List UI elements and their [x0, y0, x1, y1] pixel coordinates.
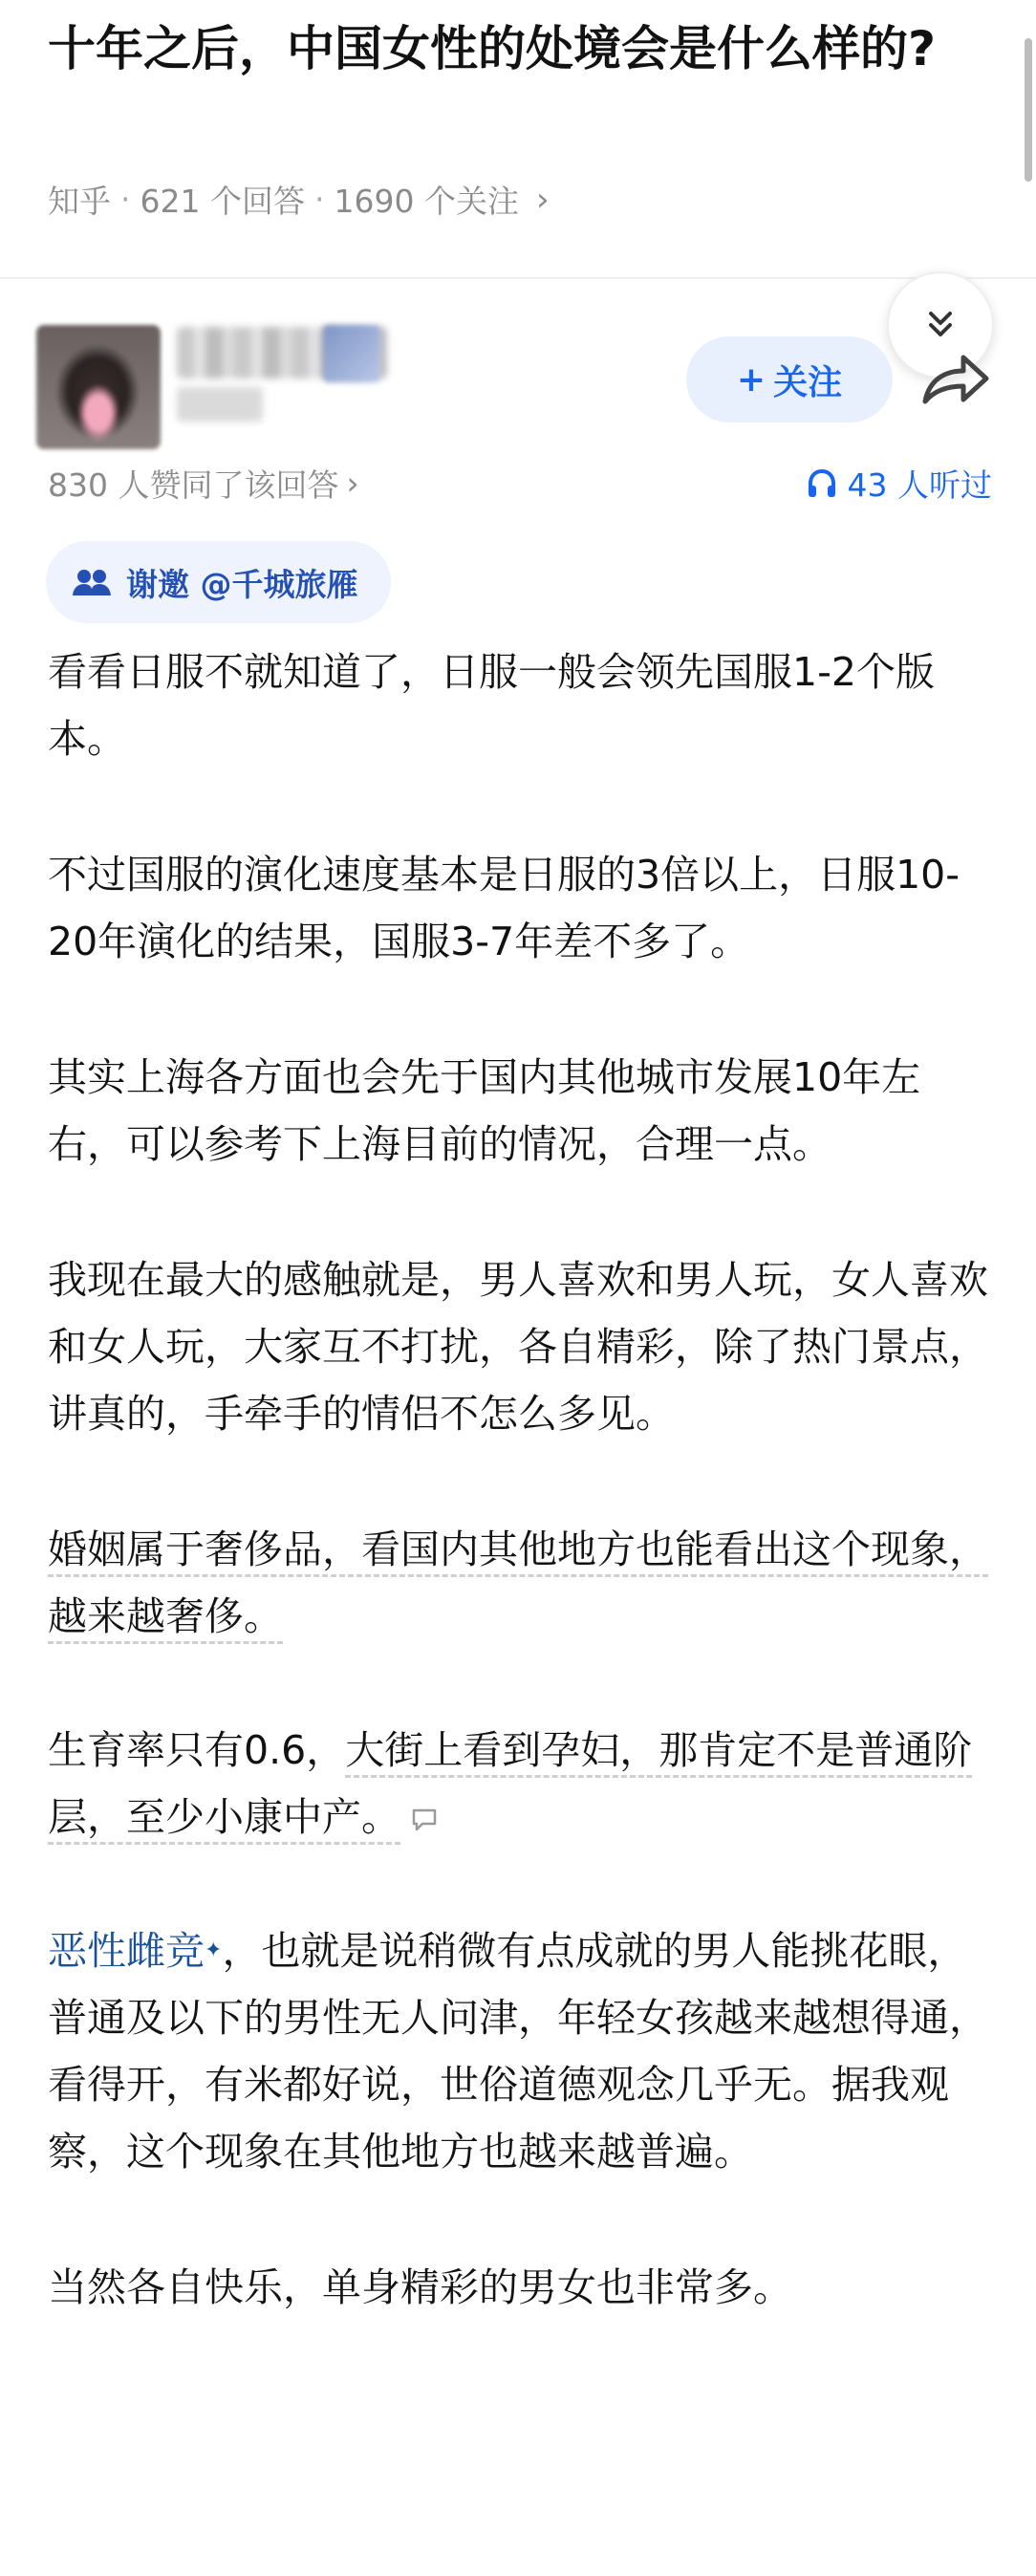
author-bio-blurred — [177, 387, 263, 422]
invite-icon — [71, 565, 113, 599]
paragraph — [48, 1717, 994, 1851]
paragraph: 看看日服不就知道了，日服一般会领先国服1-2个版本。 — [48, 649, 935, 762]
paragraph-text: ，也就是说稍微有点成就的男人能挑花眼，普通及以下的男性无人问津，年轻女孩越来越想得通，看得开，有米都好说，世俗道德观念几乎无。据我观察，这个现象在其他地方也越来越普遍。 — [48, 1928, 988, 2175]
paragraph-text: 生育率只有0.6， — [48, 1727, 346, 1773]
paragraph — [48, 1917, 994, 2185]
chevron-right-icon: › — [346, 465, 359, 502]
meta-separator: · — [120, 181, 131, 218]
headphones-icon — [806, 467, 838, 500]
paragraph: 不过国服的演化速度基本是日服的3倍以上，日服10-20年演化的结果，国服3-7年差不多了。 — [48, 852, 960, 964]
search-link[interactable]: 恶性雌竞 — [48, 1928, 205, 1974]
paragraph: 其实上海各方面也会先于国内其他城市发展10年左右，可以参考下上海目前的情况，合理一点。 — [48, 1054, 921, 1167]
highlighted-text[interactable]: 婚姻属于奢侈品，看国内其他地方也能看出这个现象，越来越奢侈。 — [48, 1526, 988, 1644]
question-title[interactable]: 十年之后，中国女性的处境会是什么样的? — [48, 21, 937, 76]
answer-count: 621 个回答 — [140, 183, 305, 220]
search-sparkle-icon: ✦ — [205, 1938, 223, 1962]
follow-button[interactable] — [686, 336, 893, 422]
invite-chip[interactable] — [46, 541, 391, 623]
collapse-chevrons-icon — [919, 304, 961, 346]
upvote-summary[interactable] — [48, 461, 359, 506]
listen-count[interactable] — [806, 461, 992, 506]
upvote-count: 830 人赞同了该回答 — [48, 466, 339, 504]
highlighted-text[interactable]: 大街上看到孕妇，那肯定不是普通阶层，至少小康中产。 — [48, 1727, 972, 1845]
scrollbar[interactable] — [1025, 38, 1032, 182]
invite-label: 谢邀 @千城旅雁 — [126, 565, 358, 603]
listen-count-label: 43 人听过 — [847, 466, 992, 504]
answer-content — [48, 639, 994, 2390]
paragraph: 我现在最大的感触就是，男人喜欢和男人玩，女人喜欢和女人玩，大家互不打扰，各自精彩，除了热门景点，讲真的，手牵手的情侣不怎么多见。 — [48, 1257, 988, 1437]
chevron-right-icon: › — [535, 180, 550, 219]
follow-label: 关注 — [773, 362, 843, 402]
paragraph: 当然各自快乐，单身精彩的男女也非常多。 — [48, 2264, 792, 2310]
follower-count: 1690 个关注 — [334, 183, 519, 220]
source-label: 知乎 — [48, 183, 111, 220]
question-meta[interactable] — [48, 177, 550, 222]
meta-separator: · — [313, 181, 325, 218]
plus-icon: + — [736, 359, 766, 400]
divider — [0, 277, 1036, 279]
paragraph — [48, 1516, 994, 1650]
share-icon[interactable] — [919, 350, 992, 409]
author-badge-blurred — [323, 325, 380, 382]
avatar[interactable] — [36, 325, 161, 449]
comment-icon[interactable] — [410, 1808, 439, 1832]
